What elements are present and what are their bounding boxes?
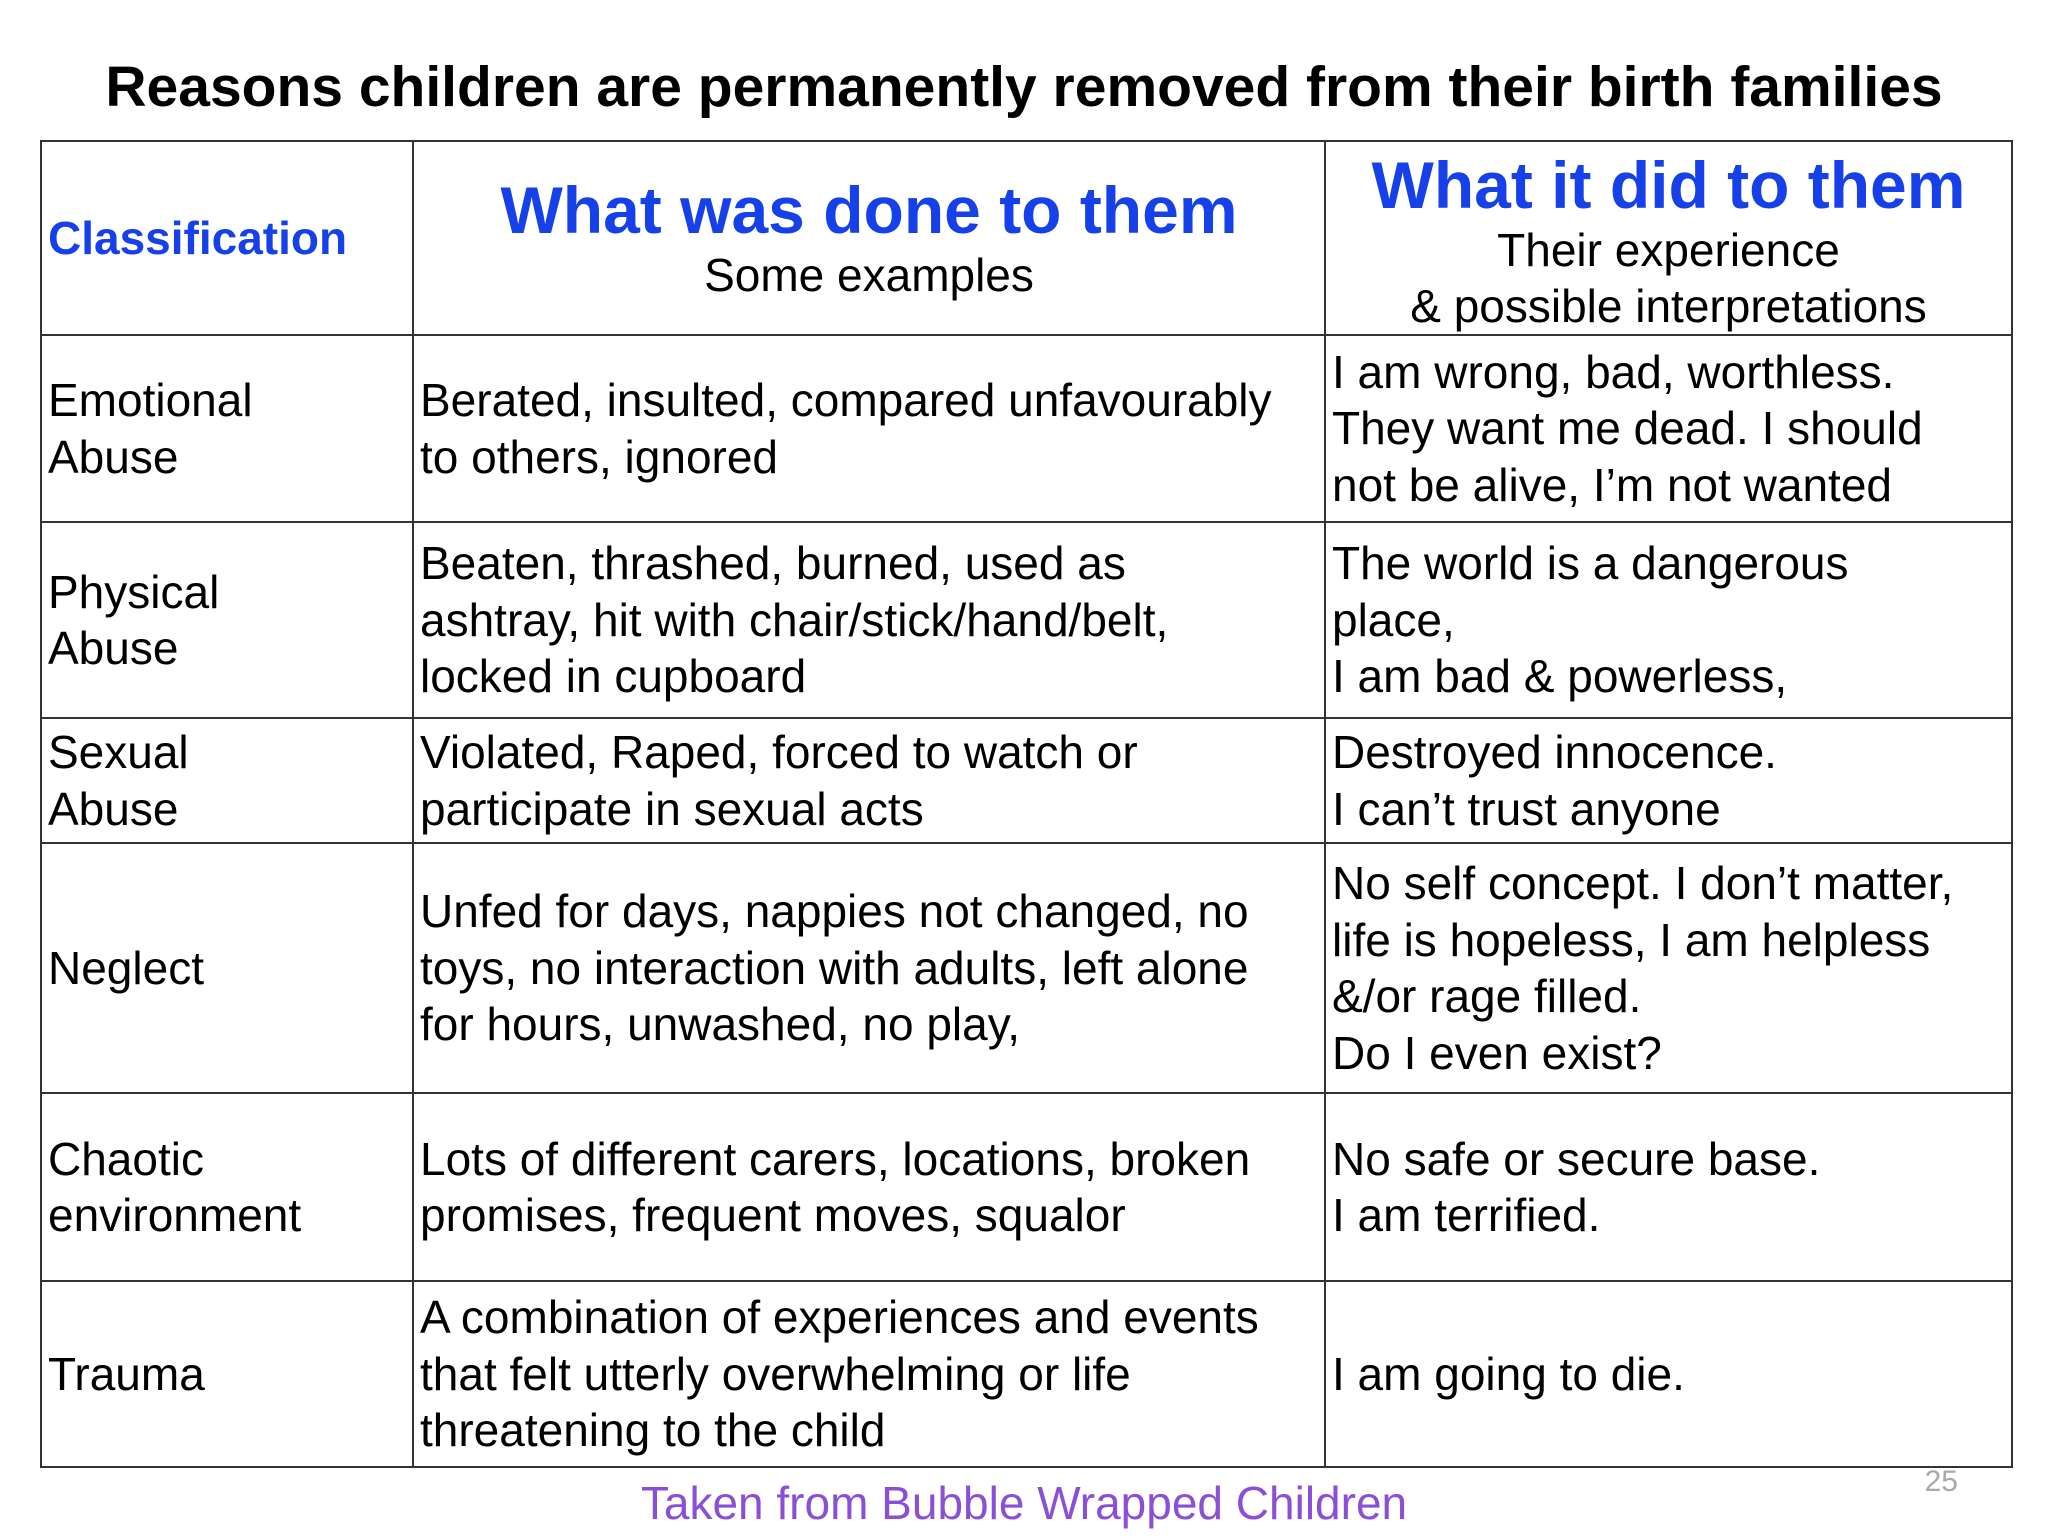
- header-did-title: What it did to them: [1371, 148, 1966, 222]
- table-row-sexual-classification: [42, 719, 414, 844]
- table-row-trauma-classification: [42, 1282, 414, 1466]
- did-text: Destroyed innocence. I can’t trust anyone: [1332, 726, 1777, 835]
- classification-text: Chaotic environment: [48, 1132, 302, 1241]
- table-row-physical-did: [1326, 523, 2011, 719]
- header-classification-cell: [42, 142, 414, 336]
- page-number: 25: [1924, 1465, 1958, 1498]
- header-classification: Classification: [48, 211, 348, 264]
- table-row-neglect-done: [414, 844, 1326, 1094]
- header-did-cell: [1326, 142, 2011, 336]
- table-row-chaotic-done: [414, 1094, 1326, 1282]
- table-row-neglect-did: [1326, 844, 2011, 1094]
- table-row-emotional-did: [1326, 336, 2011, 523]
- classification-text: Trauma: [48, 1347, 205, 1400]
- table-row-emotional-done: [414, 336, 1326, 523]
- header-done-title: What was done to them: [500, 173, 1238, 247]
- slide-title: Reasons children are permanently removed from their birth families: [105, 55, 1943, 119]
- table-row-sexual-done: [414, 719, 1326, 844]
- header-did-subtitle: Their experience & possible interpretations: [1410, 224, 1927, 332]
- classification-text: Neglect: [48, 941, 204, 994]
- done-text: Unfed for days, nappies not changed, no toys, no interaction with adults, left alone for hours, unwashed, no play,: [420, 885, 1249, 1051]
- table-row-physical-done: [414, 523, 1326, 719]
- did-text: The world is a dangerous place, I am bad & powerless,: [1332, 537, 1849, 703]
- header-done-cell: [414, 142, 1326, 336]
- classification-text: Sexual Abuse: [48, 726, 189, 835]
- classification-text: Emotional Abuse: [48, 374, 253, 483]
- table-row-emotional-classification: [42, 336, 414, 523]
- did-text: No safe or secure base. I am terrified.: [1332, 1132, 1821, 1241]
- done-text: A combination of experiences and events that felt utterly overwhelming or life threatening to the child: [420, 1291, 1259, 1457]
- source-citation: Taken from Bubble Wrapped Children: [640, 1477, 1408, 1529]
- table-row-physical-classification: [42, 523, 414, 719]
- header-done-subtitle: Some examples: [704, 249, 1034, 301]
- done-text: Berated, insulted, compared unfavourably to others, ignored: [420, 374, 1272, 483]
- table-row-trauma-did: [1326, 1282, 2011, 1466]
- done-text: Lots of different carers, locations, broken promises, frequent moves, squalor: [420, 1132, 1251, 1241]
- table-row-trauma-done: [414, 1282, 1326, 1466]
- table-row-sexual-did: [1326, 719, 2011, 844]
- done-text: Beaten, thrashed, burned, used as ashtray, hit with chair/stick/hand/belt, locked in cupboard: [420, 537, 1169, 703]
- table-row-chaotic-classification: [42, 1094, 414, 1282]
- did-text: I am going to die.: [1332, 1347, 1685, 1400]
- done-text: Violated, Raped, forced to watch or participate in sexual acts: [420, 726, 1138, 835]
- table-row-neglect-classification: [42, 844, 414, 1094]
- did-text: No self concept. I don’t matter, life is hopeless, I am helpless &/or rage filled. Do I even exist?: [1332, 857, 1954, 1079]
- classification-text: Physical Abuse: [48, 565, 220, 674]
- table-row-chaotic-did: [1326, 1094, 2011, 1282]
- reasons-table: [40, 140, 2013, 1468]
- did-text: I am wrong, bad, worthless. They want me dead. I should not be alive, I’m not wanted: [1332, 345, 1923, 511]
